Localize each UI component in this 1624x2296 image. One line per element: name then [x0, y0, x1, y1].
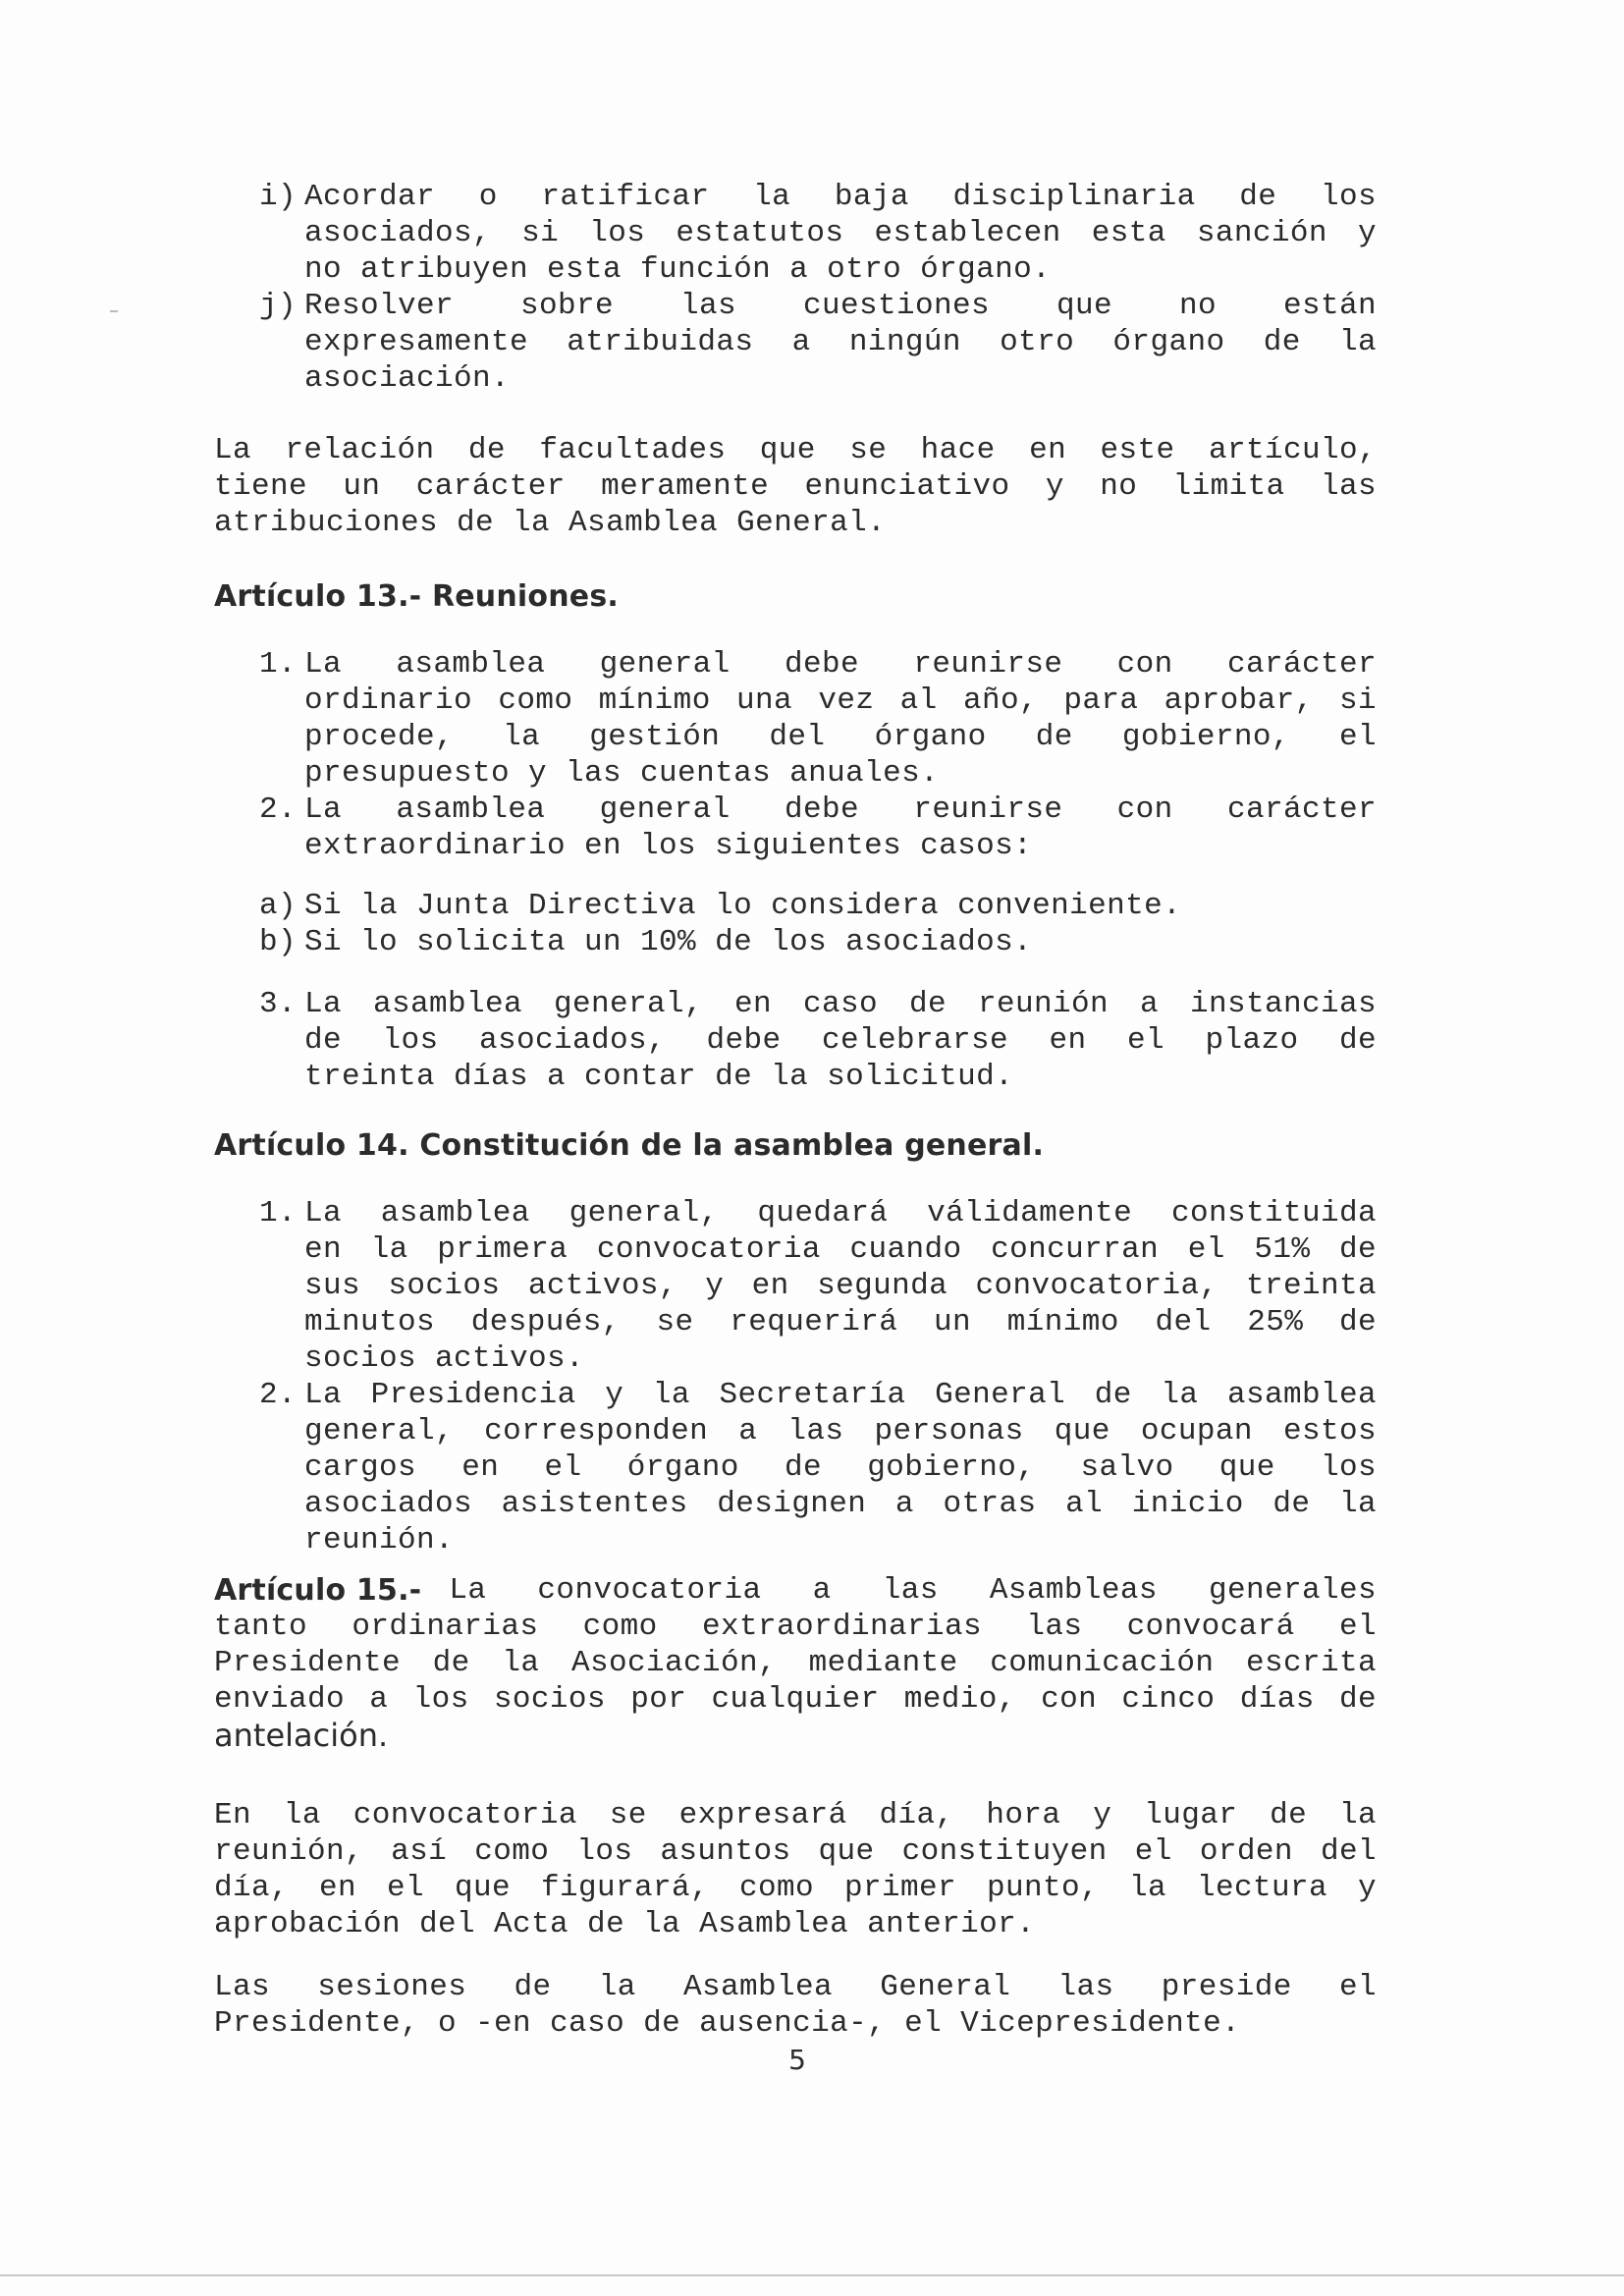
list-item-1: 1. La asamblea general, quedará válidamente constituida en la primera convocatoria cuando concurran el 51% de sus socios activos, y en segunda convocatoria, treinta minutos después, se requerirá un mínimo del 25% de socios activos. — [259, 1196, 1377, 1376]
paragraph-sesiones: Las sesiones de la Asamblea General las preside el Presidente, o -en caso de ausencia-, el Vicepresidente. — [214, 1970, 1377, 2041]
scan-speck — [110, 310, 118, 312]
list-continuation — [259, 179, 1377, 397]
scan-edge-line — [0, 2274, 1624, 2276]
article-13-sublist — [259, 888, 1377, 960]
list-line: Acordar o ratificar la baja disciplinaria de los — [304, 180, 1377, 214]
page-number: 5 — [788, 2044, 806, 2076]
list-label: b) — [259, 925, 298, 959]
list-label: j) — [259, 289, 298, 323]
list-label: i) — [259, 180, 298, 214]
list-item-1: 1. La asamblea general debe reunirse con carácter ordinario como mínimo una vez al año, para aprobar, si procede, la gestión del órgano de gobierno, el presupuesto y las cuentas anuales. — [259, 647, 1377, 791]
list-number: 3. — [259, 987, 298, 1021]
list-number: 2. — [259, 793, 298, 827]
sublist-item-b: b) Si lo solicita un 10% de los asociados. — [259, 925, 1033, 959]
list-line: Resolver sobre las cuestiones que no están — [304, 289, 1377, 323]
list-number: 1. — [259, 1196, 298, 1230]
sublist-item-a: a) Si la Junta Directiva lo considera conveniente. — [259, 889, 1182, 923]
list-number: 2. — [259, 1378, 298, 1412]
paragraph-relacion: La relación de facultades que se hace en este artículo, tiene un carácter meramente enunciativo y no limita las atribuciones de la Asamblea General. — [214, 433, 1377, 540]
list-line: expresamente atribuidas a ningún otro órgano de la — [304, 325, 1377, 359]
article-13-list — [259, 646, 1377, 864]
list-number: 1. — [259, 647, 298, 682]
article-14-heading: Artículo 14. Constitución de la asamblea general. — [214, 1128, 1045, 1163]
list-item-i — [259, 179, 1377, 288]
article-15: Artículo 15.- La convocatoria a las Asambleas generales tanto ordinarias como extraordinarias las convocará el Presidente de la Asociación, mediante comunicación escrita enviado a los socios por cualquier medio, con cinco días de antelación. — [214, 1573, 1377, 1754]
list-item-j — [259, 288, 1377, 397]
list-line: asociados, si los estatutos establecen esta sanción y — [304, 216, 1377, 250]
article-14-list — [259, 1195, 1377, 1558]
list-line: asociación. — [304, 361, 511, 396]
list-label: a) — [259, 889, 298, 923]
article-13-heading: Artículo 13.- Reuniones. — [214, 579, 619, 614]
paragraph-convocatoria: En la convocatoria se expresará día, hora y lugar de la reunión, así como los asuntos que constituyen el orden del día, en el que figurará, como primer punto, la lectura y aprobación del Acta de la Asamblea anterior. — [214, 1798, 1377, 1941]
list-line: no atribuyen esta función a otro órgano. — [304, 252, 1052, 287]
article-15-heading: Artículo 15.- — [214, 1573, 422, 1608]
list-item-2: 2. La asamblea general debe reunirse con carácter extraordinario en los siguientes casos: — [259, 793, 1377, 863]
list-item-2: 2. La Presidencia y la Secretaría General de la asamblea general, corresponden a las personas que ocupan estos cargos en el órgano de gobierno, salvo que los asociados asistentes designen a otras al inicio de la reunión. — [259, 1378, 1377, 1558]
article-13-item-3: 3. La asamblea general, en caso de reunión a instancias de los asociados, debe celebrarse en el plazo de treinta días a contar de la solicitud. — [259, 987, 1377, 1094]
